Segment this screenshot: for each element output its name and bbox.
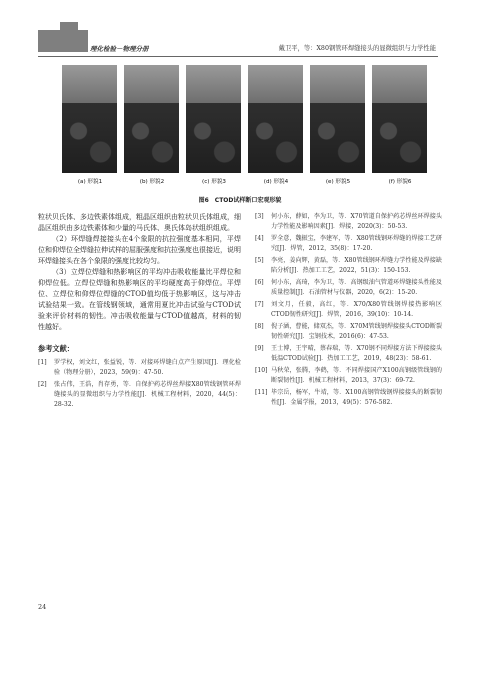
reference-number: [1]: [38, 359, 47, 366]
figure-6: [62, 65, 426, 189]
fracture-panel-b: [124, 65, 179, 173]
reference-number: [11]: [255, 389, 268, 396]
reference-number: [6]: [255, 279, 264, 286]
reference-text: 王士博，王宇晴，蔡春瑞，等．X70钢不同焊接方法下焊接接头低温CTOD试验[J]．热加工工艺，2019，48(23)：58-61.: [271, 345, 442, 362]
panel-label: (d) 形貌4: [263, 179, 289, 185]
reference-text: 刘文月，任毅，高红，等．X70/X80管线钢焊接热影响区CTOD韧性研究[J]．焊管，2016，39(10)：10-14.: [271, 301, 442, 318]
panel-label: (c) 形貌3: [202, 179, 226, 185]
reference-item: [255, 256, 442, 276]
panel-label: (f) 形貌6: [388, 179, 412, 185]
reference-item: [255, 278, 442, 298]
header-rule: [38, 56, 438, 57]
left-column: [38, 212, 241, 412]
page-number: 24: [38, 603, 47, 611]
panel-label: (b) 形貌2: [139, 179, 165, 185]
reference-text: 何小东，薛如，李为卫，等．X70管道自保护药芯焊丝环焊接头力学性能及影响因素[J]．焊接，2020(3)：50-53.: [271, 213, 442, 230]
reference-text: 倪子涵，曹能，储双杰，等．X70M管线钢焊接接头CTOD断裂韧性研究[J]．宝钢技术，2016(6)：47-53.: [271, 323, 443, 340]
panel-label: (a) 形貌1: [77, 179, 103, 185]
fracture-panel-a: [62, 65, 117, 173]
reference-number: [9]: [255, 345, 264, 352]
reference-item: [255, 212, 442, 232]
reference-text: 毕宗岳，杨军，牛靖，等．X100高钢管线钢焊接接头的断裂韧性[J]．金属学报，2013，49(5)：576-582.: [271, 389, 442, 406]
fracture-panel-d: [248, 65, 303, 173]
reference-text: 罗学权，刘文红，张益锐，等．对接环焊缝白点产生原因[J]．理化检验（物理分册），2023，59(9)：47-50.: [54, 359, 241, 376]
fracture-panel-e: [310, 65, 365, 173]
reference-text: 罗全意，魏振宝，李建军，等．X80管线钢环焊缝的焊接工艺研究[J]．焊管，2012，35(8)：17-20.: [271, 235, 442, 252]
reference-number: [4]: [255, 235, 264, 242]
reference-number: [5]: [255, 257, 264, 264]
reference-item: [255, 344, 442, 364]
reference-number: [8]: [255, 323, 264, 330]
reference-text: 何小东，高琦，李为卫，等．高钢级油气管道环焊缝接头性能及质量控制[J]．石油管材与仪器，2020，6(2)：15-20.: [271, 279, 442, 296]
reference-number: [3]: [255, 213, 264, 220]
page-header: [0, 0, 480, 62]
figure-caption: 图6 CTOD试样断口宏观形貌: [198, 197, 282, 204]
reference-number: [7]: [255, 301, 264, 308]
right-column: [255, 212, 442, 410]
journal-name: 理化检验－物理分册: [90, 45, 149, 53]
panel-label: (e) 形貌5: [325, 179, 351, 185]
reference-item: [38, 380, 241, 410]
body-paragraph: 粒状贝氏体、多边铁素体组成，粗晶区组织由粒状贝氏体组成，细晶区组织由多边铁素体和少量的马氏体、奥氏体岛状组织组成。: [38, 213, 241, 232]
reference-item: [255, 366, 442, 386]
journal-logo-notch: [60, 22, 78, 34]
reference-item: [255, 300, 442, 320]
reference-item: [255, 234, 442, 254]
body-paragraph: （3）立焊位焊缝和热影响区的平均冲击吸收能量比平焊位和仰焊位低。立焊位焊缝和热影响区的平均硬度高于仰焊位。平焊位、立焊位和仰焊位焊缝的CTOD值均低于热影响区，这与冲击试验结果一致。在管线钢领域，通常用夏比冲击试验与CTOD试验来评价材料的韧性。冲击吸收能量与CTOD值越高，材料的韧性越好。: [38, 268, 241, 331]
fracture-panel-c: [186, 65, 241, 173]
reference-text: 马秋荣，张腾，李鹤，等．不同焊接国产X100高钢级管线钢的断裂韧性[J]．机械工程材料，2013，37(3)：69-72.: [271, 367, 442, 384]
reference-text: 张占伟，王浩，肖存勇，等．自保护药芯焊丝焊接X80管线钢管环焊缝接头的显微组织与力学性能[J]．机械工程材料，2020，44(5)：28-32.: [54, 381, 241, 408]
reference-item: [38, 358, 241, 378]
reference-number: [2]: [38, 381, 47, 388]
reference-text: 李亮，姜向辉，黄磊，等．X80管线钢环焊缝力学性能及焊接缺陷分析[J]．热加工工艺，2022，51(3)：150-153.: [271, 257, 442, 274]
reference-item: [255, 388, 442, 408]
reference-item: [255, 322, 442, 342]
fracture-panel-f: [372, 65, 427, 173]
body-paragraph: （2）环焊缝焊接接头在4个象限的抗拉强度基本相同，平焊位和仰焊位全焊缝拉伸试样的屈服强度和抗拉强度也很接近，说明环焊缝接头在各个象限的强度比较均匀。: [38, 235, 241, 265]
reference-number: [10]: [255, 367, 268, 374]
running-head: 戴卫平，等：X80钢管环焊缝接头的显微组织与力学性能: [278, 45, 436, 52]
references-title: 参考文献：: [38, 344, 74, 353]
